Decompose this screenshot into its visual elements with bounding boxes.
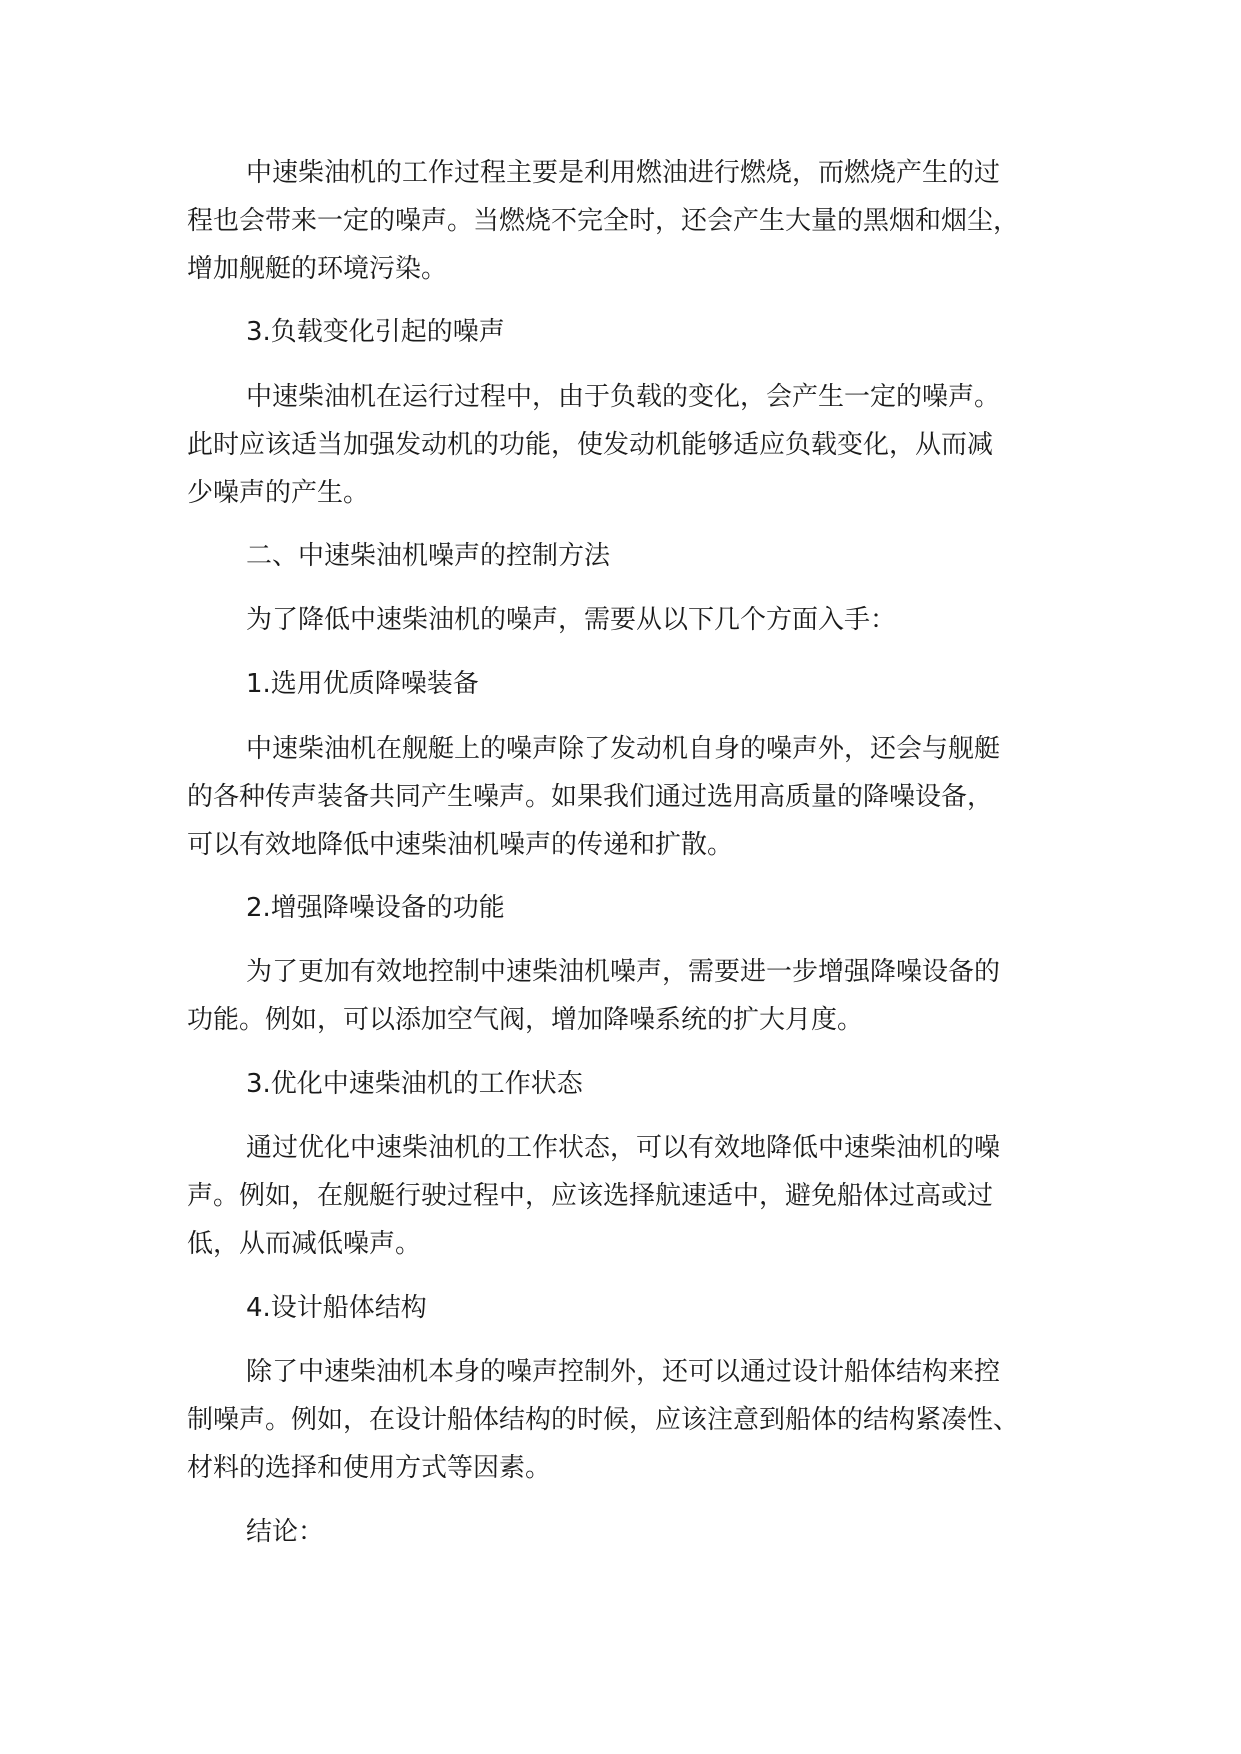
paragraph-line: 增加舰艇的环境污染。 [187,254,448,284]
paragraph-line: 通过优化中速柴油机的工作状态，可以有效地降低中速柴油机的噪 [246,1133,1001,1163]
paragraph-line: 可以有效地降低中速柴油机噪声的传递和扩散。 [187,830,734,860]
paragraph-line: 制噪声。例如，在设计船体结构的时候，应该注意到船体的结构紧凑性、 [187,1405,1020,1435]
section-heading: 3.优化中速柴油机的工作状态 [246,1069,583,1099]
section-heading: 3.负载变化引起的噪声 [246,317,505,347]
paragraph-line: 材料的选择和使用方式等因素。 [187,1453,552,1483]
paragraph-line: 少噪声的产生。 [187,478,370,508]
section-heading: 1.选用优质降噪装备 [246,669,479,699]
paragraph-line: 为了更加有效地控制中速柴油机噪声，需要进一步增强降噪设备的 [246,957,1001,987]
paragraph-line: 低，从而减低噪声。 [187,1229,422,1259]
paragraph-line: 中速柴油机在运行过程中，由于负载的变化，会产生一定的噪声。 [246,382,1001,412]
paragraph-line: 的各种传声装备共同产生噪声。如果我们通过选用高质量的降噪设备， [187,782,994,812]
section-heading: 4.设计船体结构 [246,1293,427,1323]
paragraph-line: 程也会带来一定的噪声。当燃烧不完全时，还会产生大量的黑烟和烟尘， [187,206,1020,236]
paragraph-line: 除了中速柴油机本身的噪声控制外，还可以通过设计船体结构来控 [246,1357,1001,1387]
paragraph-line: 中速柴油机的工作过程主要是利用燃油进行燃烧，而燃烧产生的过 [246,158,1001,188]
section-heading: 2.增强降噪设备的功能 [246,893,505,923]
paragraph-line: 功能。例如，可以添加空气阀，增加降噪系统的扩大月度。 [187,1005,864,1035]
paragraph-line: 为了降低中速柴油机的噪声，需要从以下几个方面入手： [246,605,897,635]
paragraph-line: 中速柴油机在舰艇上的噪声除了发动机自身的噪声外，还会与舰艇 [246,734,1001,764]
paragraph-line: 此时应该适当加强发动机的功能，使发动机能够适应负载变化，从而减 [187,430,994,460]
section-heading: 结论： [246,1517,325,1547]
section-heading: 二、中速柴油机噪声的控制方法 [246,541,611,571]
paragraph-line: 声。例如，在舰艇行驶过程中，应该选择航速适中，避免船体过高或过 [187,1181,994,1211]
